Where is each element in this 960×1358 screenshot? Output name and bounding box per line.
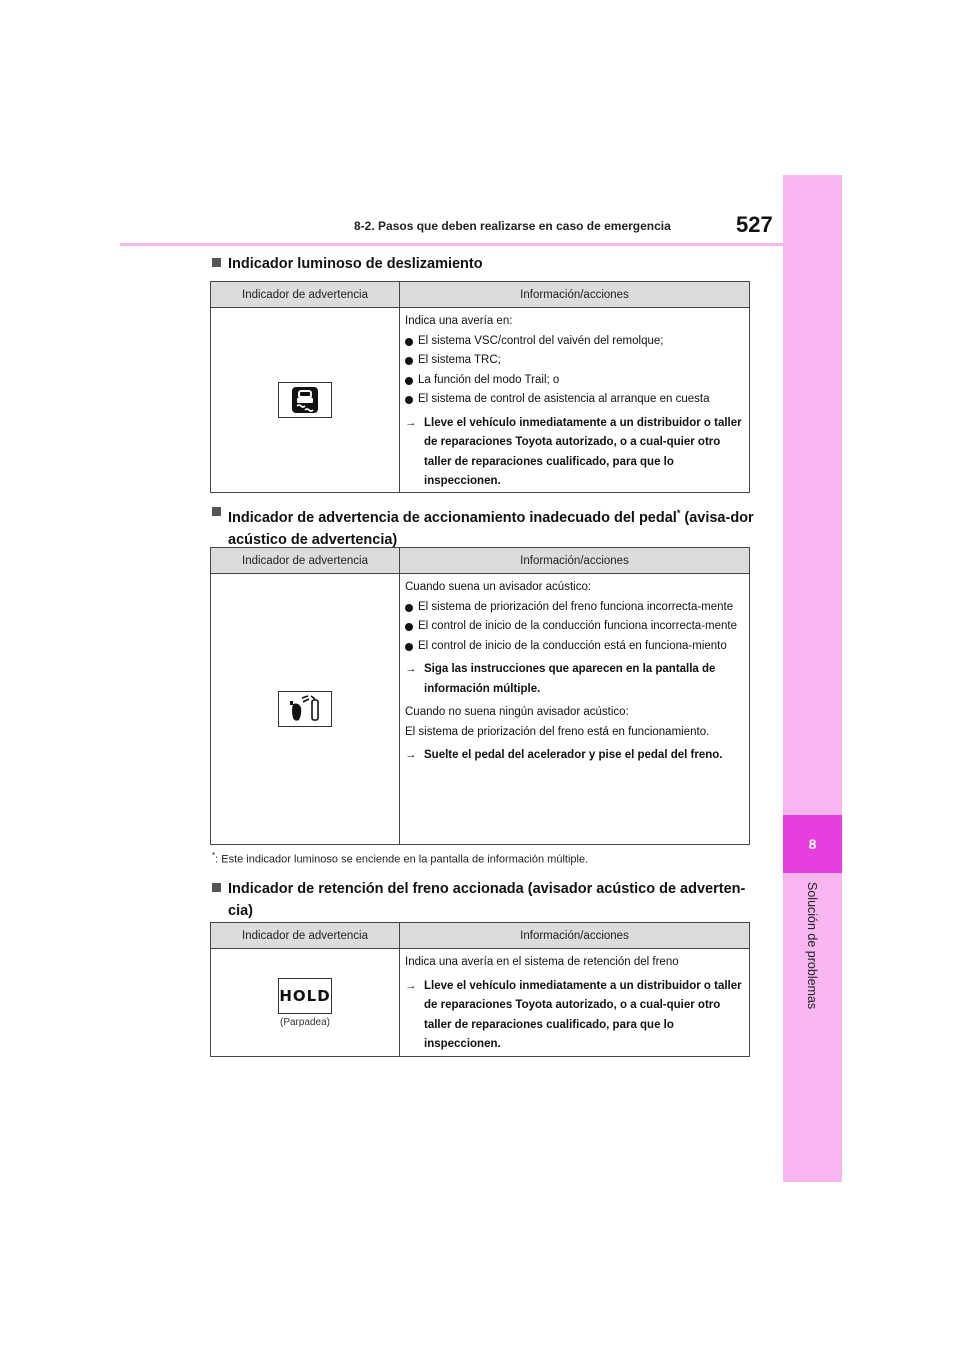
skid-indicator-icon xyxy=(278,382,332,418)
square-bullet-icon xyxy=(212,258,221,267)
list-item: El sistema TRC; xyxy=(405,351,745,371)
indicator-cell xyxy=(211,308,400,492)
indicator-cell xyxy=(211,574,400,844)
info-cell: Indica una avería en el sistema de retención del freno → Lleve el vehículo inmediatamente a un distribuidor o taller de reparaciones Toyota autorizado, o a cual-quier otro taller de reparaciones cualificado, para que lo inspeccionen. xyxy=(400,949,749,1056)
table-header: Indicador de advertencia Información/acciones xyxy=(211,282,749,308)
list-item: El control de inicio de la conducción funciona incorrecta-mente xyxy=(405,617,745,637)
square-bullet-icon xyxy=(212,883,221,892)
list-item: La función del modo Trail; o xyxy=(405,371,745,391)
table-header: Indicador de advertencia Información/acciones xyxy=(211,923,749,949)
arrow-icon: → xyxy=(405,979,417,992)
warning-table-pedal xyxy=(210,547,750,845)
header-rule xyxy=(120,243,783,246)
warning-table-skid xyxy=(210,281,750,493)
indicator-cell xyxy=(211,949,400,1056)
list-item: El sistema VSC/control del vaivén del remolque; xyxy=(405,332,745,352)
action-instruction: → Siga las instrucciones que aparecen en la pantalla de información múltiple. xyxy=(405,660,745,699)
arrow-icon: → xyxy=(405,416,417,429)
table-header: Indicador de advertencia Información/acciones xyxy=(211,548,749,574)
header-title: 8-2. Pasos que deben realizarse en caso de emergencia xyxy=(354,219,671,233)
info-cell: Cuando suena un avisador acústico: El sistema de priorización del freno funciona incorrecta-mente El control de inicio de la conducción funciona incorrecta-mente El control de inicio de la conducción está en funciona-miento → Siga las instrucciones que aparecen en la pantalla de información múltiple. Cuando no suena ningún avisador acústico: El sistema de priorización del freno está en funcionamiento. → Suelte el pedal del acelerador y pise el pedal del freno. xyxy=(400,574,749,844)
page-number: 527 xyxy=(736,212,773,237)
icon-caption: (Parpadea) xyxy=(279,1016,331,1028)
pedal-misoperation-icon xyxy=(278,691,332,727)
arrow-icon: → xyxy=(405,663,417,675)
footnote: *: Este indicador luminoso se enciende en la pantalla de información múltiple. xyxy=(212,851,589,866)
section-heading-skid: Indicador luminoso de deslizamiento xyxy=(212,253,757,275)
action-instruction: → Lleve el vehículo inmediatamente a un distribuidor o taller de reparaciones Toyota autorizado, o a cual-quier otro taller de reparaciones cualificado, para que lo inspeccionen. xyxy=(405,414,745,492)
chapter-label: Solución de problemas xyxy=(805,882,819,1010)
table-row xyxy=(211,949,749,1056)
list-item: El control de inicio de la conducción está en funciona-miento xyxy=(405,637,745,657)
action-instruction: → Suelte el pedal del acelerador y pise el pedal del freno. xyxy=(405,746,745,766)
info-cell: Indica una avería en: El sistema VSC/control del vaivén del remolque; El sistema TRC; La función del modo Trail; o El sistema de control de asistencia al arranque en cuesta → Lleve el vehículo inmediatamente a un distribuidor o taller de reparaciones Toyota autorizado, o a cual-quier otro taller de reparaciones cualificado, para que lo inspeccionen. xyxy=(400,308,749,492)
section-heading-hold: Indicador de retención del freno accionada (avisador acústico de adverten-cia) xyxy=(212,878,757,922)
action-instruction: → Lleve el vehículo inmediatamente a un distribuidor o taller de reparaciones Toyota autorizado, o a cual-quier otro taller de reparaciones cualificado, para que lo inspeccionen. xyxy=(405,977,745,1055)
list-item: El sistema de priorización del freno funciona incorrecta-mente xyxy=(405,598,745,618)
hold-indicator-icon: HOLD xyxy=(278,978,332,1014)
warning-table-hold xyxy=(210,922,750,1057)
arrow-icon: → xyxy=(405,749,417,761)
table-row xyxy=(211,574,749,844)
table-row xyxy=(211,308,749,492)
list-item: El sistema de control de asistencia al arranque en cuesta xyxy=(405,390,745,410)
square-bullet-icon xyxy=(212,507,221,516)
chapter-number: 8 xyxy=(783,815,842,873)
section-heading-pedal: Indicador de advertencia de accionamiento inadecuado del pedal* (avisa-dor acústico de advertencia) xyxy=(212,502,757,551)
